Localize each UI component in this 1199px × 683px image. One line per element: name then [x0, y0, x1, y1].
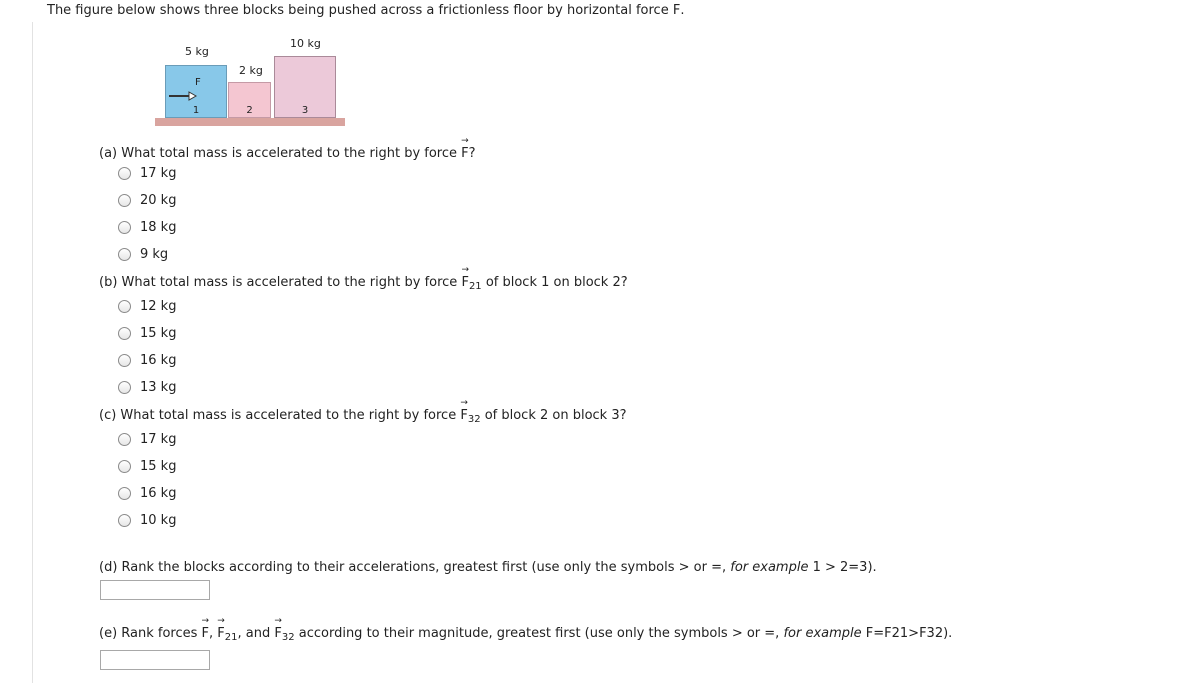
- left-border: [32, 22, 33, 683]
- question-c-end: of block 2 on block 3?: [484, 408, 627, 423]
- radio-button[interactable]: [118, 354, 131, 367]
- question-e-f21-subscript: 21: [224, 632, 238, 643]
- question-e-f32-subscript: 32: [281, 632, 295, 643]
- option-a-3[interactable]: [118, 219, 176, 236]
- mass-label-block-1: 5 kg: [185, 45, 209, 58]
- option-b-4[interactable]: [118, 379, 176, 396]
- radio-button[interactable]: [118, 460, 131, 473]
- block-2: [228, 82, 271, 118]
- question-e-and: and: [245, 626, 271, 641]
- question-b-end: of block 1 on block 2?: [485, 275, 628, 290]
- option-label: 16 kg: [140, 486, 177, 501]
- intro-period: .: [680, 3, 685, 18]
- question-e-force-f21: → F: [217, 626, 224, 641]
- option-label: 15 kg: [140, 326, 177, 341]
- question-e-force-f: → F: [202, 626, 209, 641]
- question-e: (e) Rank forces → F, → $F_{21}$, and → $F_{32}$ according to their magnitude, greatest first (use only the symbols > or =, for example F=F21>F32).: [99, 626, 952, 641]
- radio-button[interactable]: [118, 381, 131, 394]
- question-b-force-symbol: → F: [461, 275, 468, 290]
- radio-button[interactable]: [118, 167, 131, 180]
- option-c-2[interactable]: [118, 458, 176, 475]
- question-b-text: (b) What total mass is accelerated to the right by force: [99, 275, 458, 290]
- question-b: [99, 275, 628, 290]
- question-e-example-label: for example: [783, 626, 862, 641]
- option-label: 12 kg: [140, 299, 177, 314]
- option-a-4[interactable]: [118, 246, 168, 263]
- question-d-example-label: for example: [730, 560, 809, 575]
- block-1-number: 1: [192, 105, 200, 116]
- mass-label-block-2: 2 kg: [239, 64, 263, 77]
- question-e-force-f32: → F: [274, 626, 281, 641]
- option-label: 16 kg: [140, 353, 177, 368]
- option-label: 15 kg: [140, 459, 177, 474]
- force-f-symbol: → F: [673, 3, 680, 18]
- option-c-3[interactable]: [118, 485, 176, 502]
- question-a-text: (a) What total mass is accelerated to the right by force: [99, 146, 458, 161]
- option-c-1[interactable]: [118, 431, 176, 448]
- question-c: [99, 408, 627, 423]
- question-d-text: (d) Rank the blocks according to their accelerations, greatest first (use only the symbols > or =,: [99, 560, 727, 575]
- option-label: 10 kg: [140, 513, 177, 528]
- floor: [155, 118, 345, 126]
- answer-e-input[interactable]: [100, 650, 210, 670]
- radio-button[interactable]: [118, 433, 131, 446]
- option-b-1[interactable]: [118, 298, 176, 315]
- block-3: [274, 56, 336, 118]
- option-b-2[interactable]: [118, 325, 176, 342]
- radio-button[interactable]: [118, 221, 131, 234]
- radio-button[interactable]: [118, 248, 131, 261]
- option-label: 13 kg: [140, 380, 177, 395]
- option-label: 9 kg: [140, 247, 169, 262]
- block-2-number: 2: [246, 105, 253, 116]
- force-arrow-icon: [169, 90, 197, 102]
- question-a-end: ?: [468, 146, 476, 161]
- question-a: [99, 146, 476, 161]
- question-c-force-symbol: → F: [460, 408, 467, 423]
- option-a-1[interactable]: [118, 165, 176, 182]
- question-e-example-value: F=F21>F32).: [865, 626, 953, 641]
- option-label: 17 kg: [140, 166, 177, 181]
- question-e-text: (e) Rank forces: [99, 626, 198, 641]
- block-3-number: 3: [301, 105, 309, 116]
- force-label: F: [195, 77, 201, 88]
- option-label: 18 kg: [140, 220, 177, 235]
- radio-button[interactable]: [118, 194, 131, 207]
- option-c-4[interactable]: [118, 512, 176, 529]
- radio-button[interactable]: [118, 487, 131, 500]
- option-label: 17 kg: [140, 432, 177, 447]
- intro-text: [47, 3, 684, 18]
- question-c-text: (c) What total mass is accelerated to the right by force: [99, 408, 457, 423]
- question-d: [99, 560, 877, 575]
- mass-label-block-3: 10 kg: [290, 37, 321, 50]
- question-c-force-subscript: 32: [467, 414, 481, 425]
- question-b-force-subscript: 21: [468, 281, 482, 292]
- option-label: 20 kg: [140, 193, 177, 208]
- blocks-figure: [155, 35, 347, 130]
- intro-sentence: The figure below shows three blocks being pushed across a frictionless floor by horizontal force: [47, 3, 669, 18]
- option-a-2[interactable]: [118, 192, 176, 209]
- radio-button[interactable]: [118, 327, 131, 340]
- question-e-text-mid: according to their magnitude, greatest first (use only the symbols > or =,: [298, 626, 780, 641]
- answer-d-input[interactable]: [100, 580, 210, 600]
- radio-button[interactable]: [118, 300, 131, 313]
- option-b-3[interactable]: [118, 352, 176, 369]
- question-a-force-symbol: → F: [461, 146, 468, 161]
- radio-button[interactable]: [118, 514, 131, 527]
- question-d-example-value: 1 > 2=3).: [812, 560, 877, 575]
